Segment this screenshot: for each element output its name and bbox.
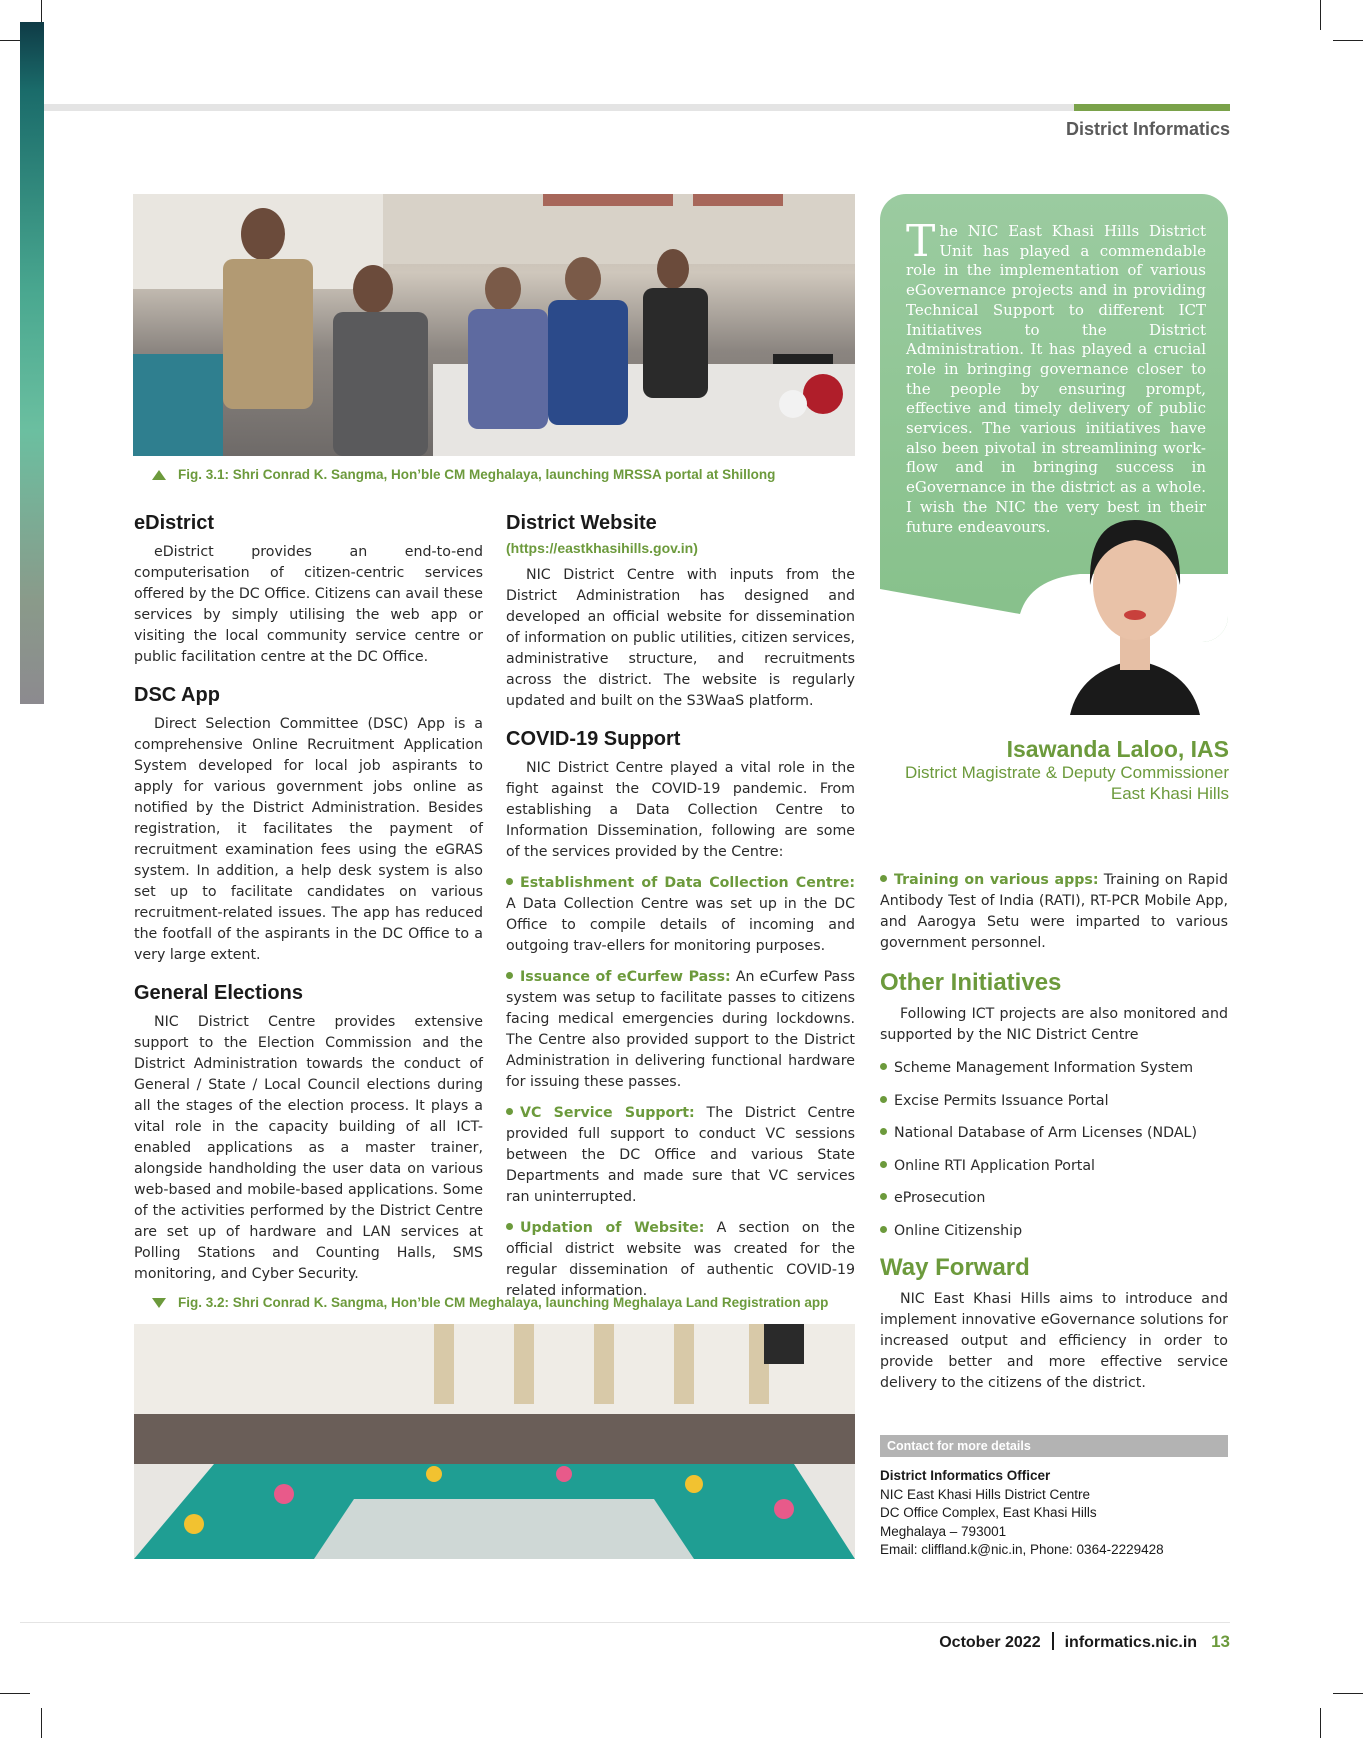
header-rule xyxy=(44,104,1074,111)
list-item: eProsecution xyxy=(880,1188,1228,1209)
paragraph-dsc-app: Direct Selection Committee (DSC) App is a comprehensive Online Recruitment Application System developed for local job aspirants to apply for various government jobs online as notified by the District Administration. Besides registration, it facilitates the payment of recruitment examination fees using the eGRAS system. In addition, a help desk system is also set up to facilitate candidates on various recruitment-related issues. The app has reduced the footfall of the aspirants in the DC Office to a very large extent. xyxy=(134,716,483,963)
list-item: National Database of Arm Licenses (NDAL) xyxy=(880,1123,1228,1144)
decorative-side-strip xyxy=(20,22,44,704)
site-link[interactable]: informatics.nic.in xyxy=(1064,1634,1198,1651)
contact-line: NIC East Khasi Hills District Centre xyxy=(880,1486,1091,1502)
contact-details xyxy=(880,1467,1164,1560)
crop-mark xyxy=(1320,1708,1321,1738)
heading-covid-support: COVID-19 Support xyxy=(506,728,681,750)
paragraph-district-website: NIC District Centre with inputs from the District Administration has designed and developed an official website for dissemination of information on public utilities, citizen services, administrative structure, and recruitments across the district. The website is regularly updated and built on the S3WaaS platform. xyxy=(506,567,855,709)
bullet-icon xyxy=(880,1096,887,1103)
covid-item: Issuance of eCurfew Pass: An eCurfew Pass system was setup to facilitate passes to citizens facing medical emergencies during lockdowns. The Centre also provided support to the District Administration in delivering functional hardware for issuing these passes. xyxy=(506,969,855,1090)
covid-item: Establishment of Data Collection Centre: A Data Collection Centre was set up in the DC Office to compile details of incoming and outgoing trav-ellers for monitoring purposes. xyxy=(506,875,855,954)
covid-item: Updation of Website: A section on the official district website was created for the regular dissemination of authentic COVID-19 related information. xyxy=(506,1220,855,1299)
separator xyxy=(1052,1632,1054,1650)
triangle-up-icon xyxy=(152,470,166,480)
contact-title: District Informatics Officer xyxy=(880,1468,1051,1483)
figure-2-photo xyxy=(134,1324,855,1559)
heading-edistrict: eDistrict xyxy=(134,512,215,534)
crop-mark xyxy=(1333,40,1363,41)
heading-other-initiatives: Other Initiatives xyxy=(880,969,1062,996)
list-item: Online RTI Application Portal xyxy=(880,1156,1228,1177)
crop-mark xyxy=(41,1708,42,1738)
bullet-icon xyxy=(880,1161,887,1168)
page-footer xyxy=(939,1632,1230,1652)
heading-district-website: District Website xyxy=(506,512,657,534)
website-url: (https://eastkhasihills.gov.in) xyxy=(506,540,698,556)
list-item: Excise Permits Issuance Portal xyxy=(880,1091,1228,1112)
list-item: Scheme Management Information System xyxy=(880,1058,1228,1079)
section-label: District Informatics xyxy=(1065,119,1230,139)
triangle-down-icon xyxy=(152,1298,166,1308)
bullet-icon xyxy=(506,878,513,885)
footer-rule xyxy=(20,1622,1230,1623)
column-3 xyxy=(880,870,1228,1394)
contact-email-phone: Email: cliffland.k@nic.in, Phone: 0364-2229428 xyxy=(880,1542,1164,1558)
bullet-icon xyxy=(506,972,513,979)
contact-line: Meghalaya – 793001 xyxy=(880,1523,1007,1539)
contact-header: Contact for more details xyxy=(880,1435,1228,1457)
heading-way-forward: Way Forward xyxy=(880,1254,1030,1281)
bullet-icon xyxy=(880,1063,887,1070)
bullet-icon xyxy=(880,875,887,882)
bullet-icon xyxy=(880,1226,887,1233)
figure-1-photo xyxy=(133,194,855,456)
header-accent xyxy=(1074,104,1230,111)
bullet-icon xyxy=(506,1108,513,1115)
issue-date: October 2022 xyxy=(939,1634,1041,1651)
paragraph-way-forward: NIC East Khasi Hills aims to introduce and implement innovative eGovernance solutions for increased output and efficiency in order to provide better and more effective service delivery to the citizens of the district. xyxy=(880,1291,1228,1391)
page-number: 13 xyxy=(1211,1632,1230,1651)
heading-dsc-app: DSC App xyxy=(134,684,220,706)
training-item: Training on various apps: Training on Rapid Antibody Test of India (RATI), RT-PCR Mobile App, and Aarogya Setu were imparted to various government personnel. xyxy=(880,872,1228,951)
column-2 xyxy=(506,510,855,1302)
bullet-icon xyxy=(506,1223,513,1230)
paragraph-covid-support: NIC District Centre played a vital role in the fight against the COVID-19 pandemic. From establishing a Data Collection Centre to Information Dissemination, following are some of the services provided by the Centre: xyxy=(506,760,855,860)
quote-author-designation: District Magistrate & Deputy Commissioner East Khasi Hills xyxy=(904,763,1229,803)
figure-2-caption: Fig. 3.2: Shri Conrad K. Sangma, Hon’ble CM Meghalaya, launching Meghalaya Land Registration app xyxy=(152,1295,828,1310)
initiatives-list xyxy=(880,1058,1228,1242)
paragraph-other-initiatives: Following ICT projects are also monitored and supported by the NIC District Centre xyxy=(880,1006,1228,1043)
covid-item: VC Service Support: The District Centre provided full support to conduct VC sessions between the DC Office and various State Departments and made sure that VC services ran uninterrupted. xyxy=(506,1105,855,1205)
paragraph-edistrict: eDistrict provides an end-to-end computerisation of citizen-centric services offered by the DC Office. Citizens can avail these services by simply utilising the web app or visiting the local community service centre or public facilitation centre at the DC Office. xyxy=(134,544,483,665)
paragraph-general-elections: NIC District Centre provides extensive support to the Election Commission and the District Administration towards the conduct of General / State / Local Council elections during all the stages of the election process. It plays a vital role in the capacity building of all ICT-enabled applications as a master trainer, alongside handholding the user data on various web-based and mobile-based applications. Some of the activities performed by the District Centre are set up of hardware and LAN services at Polling Stations and Counting Halls, SMS monitoring, and Cyber Security. xyxy=(134,1014,483,1282)
crop-mark xyxy=(0,1693,30,1694)
crop-mark xyxy=(1320,0,1321,30)
contact-line: DC Office Complex, East Khasi Hills xyxy=(880,1505,1097,1521)
column-1 xyxy=(134,510,483,1285)
bullet-icon xyxy=(880,1193,887,1200)
figure-1-caption: Fig. 3.1: Shri Conrad K. Sangma, Hon’ble CM Meghalaya, launching MRSSA portal at Shillong xyxy=(152,467,775,482)
crop-mark xyxy=(1333,1693,1363,1694)
list-item: Online Citizenship xyxy=(880,1221,1228,1242)
quote-author-name: Isawanda Laloo, IAS xyxy=(1006,736,1229,762)
bullet-icon xyxy=(880,1128,887,1135)
heading-general-elections: General Elections xyxy=(134,982,303,1004)
testimonial-quote: T he NIC East Khasi Hills District Unit has played a commendable role in the implementation of various eGovernance projects and in providing Technical Support to different ICT Initiatives to the District Administration. It has played a crucial role in bringing governance closer to the people by ensuring prompt, effective and timely delivery of public services. The various initiatives have also been pivotal in streamlining work-flow and in bringing success in eGovernance in the district as a whole. I wish the NIC the very best in their future endeavours. xyxy=(906,216,1206,536)
